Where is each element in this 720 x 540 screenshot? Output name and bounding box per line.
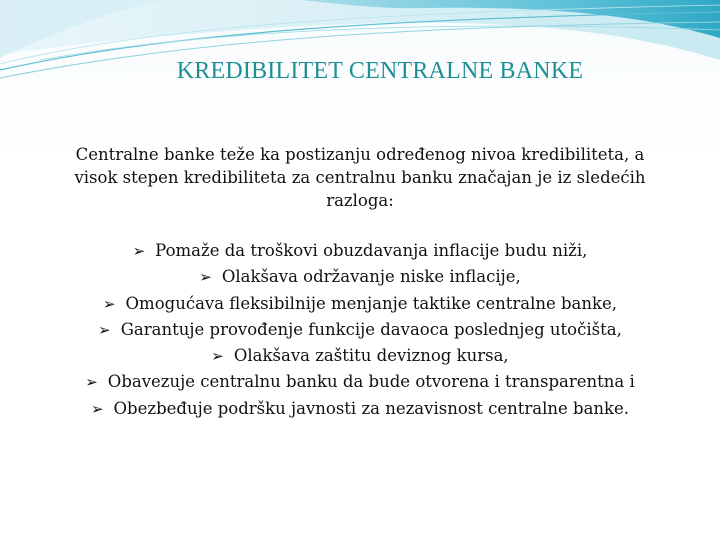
- list-item: [50, 317, 670, 343]
- list-item: [50, 238, 670, 264]
- list-item-text: Olakšava zaštitu deviznog kursa,: [233, 346, 509, 366]
- list-item-text: Obezbeđuje podršku javnosti za nezavisnost centralne banke.: [113, 398, 630, 418]
- list-item: [50, 343, 670, 369]
- arrow-bullet-icon: ➢: [90, 399, 104, 418]
- list-item-text: Pomaže da troškovi obuzdavanja inflacije budu niži,: [155, 241, 588, 260]
- reasons-list: [50, 238, 670, 422]
- list-item-text: Garantuje provođenje funkcije davaoca poslednjeg utočišta,: [120, 319, 622, 339]
- list-item-text: Omogućava fleksibilnije menjanje taktike centralne banke,: [125, 293, 618, 313]
- arrow-bullet-icon: ➢: [85, 373, 98, 392]
- list-item-text: Obavezuje centralnu banku da bude otvorena i transparentna i: [107, 372, 635, 392]
- arrow-bullet-icon: ➢: [102, 294, 116, 313]
- arrow-bullet-icon: ➢: [132, 242, 146, 260]
- list-item: [50, 264, 670, 290]
- list-item-text: Olakšava održavanje niske inflacije,: [221, 267, 521, 287]
- arrow-bullet-icon: ➢: [211, 347, 224, 366]
- slide-title: KREDIBILITET CENTRALNE BANKE: [176, 58, 584, 84]
- list-item: [50, 291, 670, 317]
- arrow-bullet-icon: ➢: [98, 320, 111, 339]
- list-item: [50, 369, 670, 395]
- intro-paragraph: Centralne banke teže ka postizanju određenog nivoa kredibiliteta, a visok stepen kredibiliteta za centralnu banku značajan je iz sledećih razloga:: [74, 145, 646, 210]
- list-item: [50, 396, 670, 422]
- arrow-bullet-icon: ➢: [199, 268, 212, 287]
